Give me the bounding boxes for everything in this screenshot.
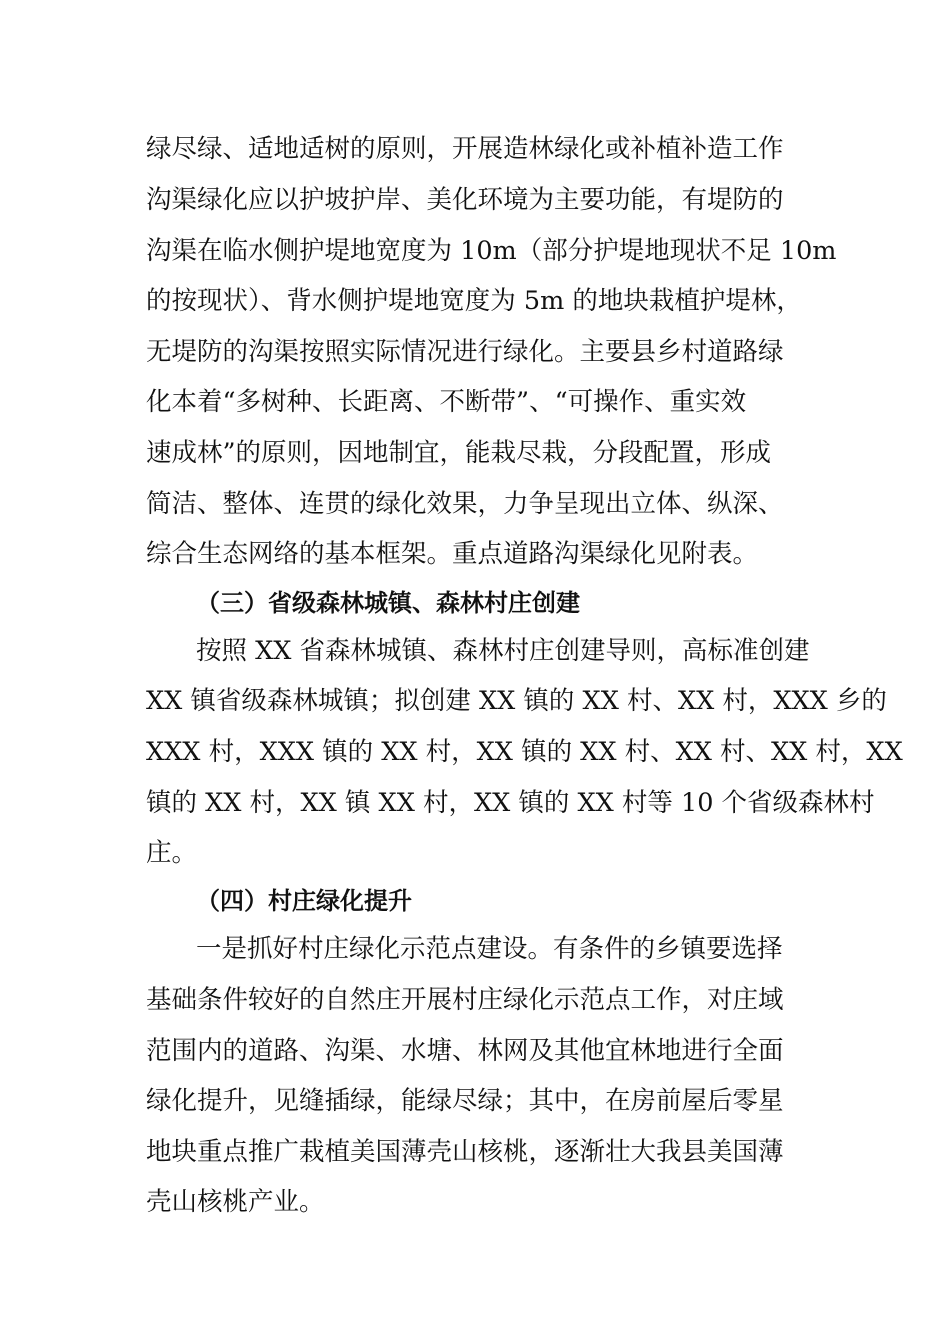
paragraph-line: 简洁、整体、连贯的绿化效果，力争呈现出立体、纵深、 [146,489,784,519]
paragraph-line: 按照 XX 省森林城镇、森林村庄创建导则，高标准创建 [196,636,810,666]
paragraph-line: 沟渠在临水侧护堤地宽度为 10m（部分护堤地现状不足 10m [146,236,837,266]
paragraph-line: 绿化提升，见缝插绿，能绿尽绿；其中，在房前屋后零星 [146,1086,784,1116]
paragraph-line: XXX 村，XXX 镇的 XX 村，XX 镇的 XX 村、XX 村、XX 村，XX [146,737,903,767]
paragraph-line: 庄。 [146,838,198,868]
paragraph-line: 地块重点推广栽植美国薄壳山核桃，逐渐壮大我县美国薄 [146,1137,784,1167]
paragraph-line: 壳山核桃产业。 [146,1187,325,1217]
paragraph-line: 一是抓好村庄绿化示范点建设。有条件的乡镇要选择 [196,934,783,964]
paragraph-line: 综合生态网络的基本框架。重点道路沟渠绿化见附表。 [146,539,759,569]
paragraph-line: XX 镇省级森林城镇；拟创建 XX 镇的 XX 村、XX 村，XXX 乡的 [146,686,887,716]
paragraph-line: 无堤防的沟渠按照实际情况进行绿化。主要县乡村道路绿 [146,337,784,367]
paragraph-line: 化本着“多树种、长距离、不断带”、“可操作、重实效 [146,387,747,417]
paragraph-line: 镇的 XX 村，XX 镇 XX 村，XX 镇的 XX 村等 10 个省级森林村 [146,788,875,818]
paragraph-line: 范围内的道路、沟渠、水塘、林网及其他宜林地进行全面 [146,1036,784,1066]
section-heading: （三）省级森林城镇、森林村庄创建 [196,589,580,617]
paragraph-line: 绿尽绿、适地适树的原则，开展造林绿化或补植补造工作 [146,134,784,164]
paragraph-line: 基础条件较好的自然庄开展村庄绿化示范点工作，对庄域 [146,985,784,1015]
section-heading: （四）村庄绿化提升 [196,887,412,915]
paragraph-line: 速成林”的原则，因地制宜，能栽尽栽，分段配置，形成 [146,438,772,468]
paragraph-line: 沟渠绿化应以护坡护岸、美化环境为主要功能，有堤防的 [146,185,784,215]
paragraph-line: 的按现状）、背水侧护堤地宽度为 5m 的地块栽植护堤林， [146,286,802,316]
